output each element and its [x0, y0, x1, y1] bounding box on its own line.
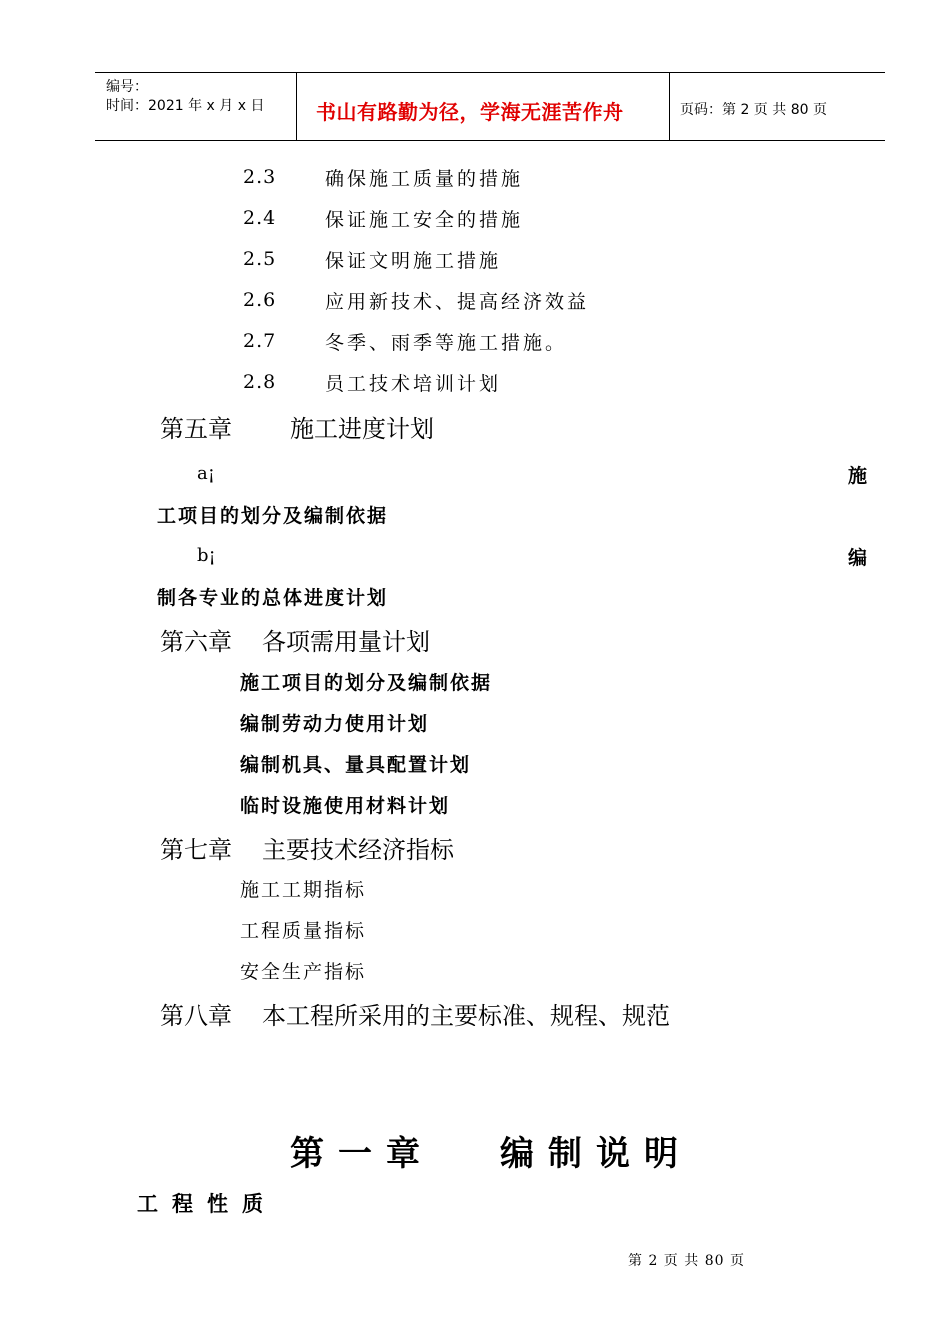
- toc-number: 2.7: [243, 330, 277, 352]
- page-footer: 第 2 页 共 80 页: [628, 1253, 745, 1269]
- header-divider-right: [669, 73, 670, 140]
- item-wrap-rest: 工项目的划分及编制依据: [157, 505, 389, 527]
- chapter-item: 工程质量指标: [240, 920, 367, 942]
- chapter-heading-label: 第一章: [290, 1134, 434, 1174]
- item-wrap-start: 编: [848, 547, 868, 569]
- toc-title: 冬季、雨季等施工措施。: [325, 332, 568, 354]
- toc-number: 2.5: [243, 248, 277, 270]
- chapter-title: 施工进度计划: [290, 415, 434, 443]
- chapter-item: 编制劳动力使用计划: [240, 713, 430, 735]
- chapter-item: 施工项目的划分及编制依据: [240, 672, 493, 694]
- chapter-title: 主要技术经济指标: [262, 836, 454, 864]
- doc-number-label: 编号：: [106, 79, 148, 95]
- header-bottom-rule: [95, 140, 885, 141]
- toc-number: 2.3: [243, 166, 277, 188]
- toc-title: 保证文明施工措施: [325, 250, 502, 272]
- chapter-item: 编制机具、量具配置计划: [240, 754, 472, 776]
- chapter-heading-title: 编制说明: [500, 1134, 692, 1174]
- item-wrap-rest: 制各专业的总体进度计划: [157, 587, 389, 609]
- chapter-title: 本工程所采用的主要标准、规程、规范: [262, 1002, 670, 1030]
- item-wrap-start: 施: [848, 465, 868, 487]
- chapter-item: 安全生产指标: [240, 961, 367, 983]
- item-prefix: a¡: [197, 463, 215, 484]
- toc-title: 保证施工安全的措施: [325, 209, 524, 231]
- chapter-label: 第五章: [160, 415, 232, 443]
- toc-number: 2.8: [243, 371, 277, 393]
- chapter-label: 第七章: [160, 836, 232, 864]
- header-top-rule: [95, 72, 885, 73]
- toc-title: 员工技术培训计划: [325, 373, 502, 395]
- toc-number: 2.4: [243, 207, 277, 229]
- chapter-item: 施工工期指标: [240, 879, 367, 901]
- chapter-label: 第八章: [160, 1002, 232, 1030]
- header-divider-left: [296, 73, 297, 140]
- chapter-title: 各项需用量计划: [262, 628, 430, 656]
- header-page-info: 页码：第 2 页 共 80 页: [680, 102, 827, 118]
- section-heading: 工程性质: [137, 1192, 277, 1216]
- doc-time-label: 时间：2021 年 x 月 x 日: [106, 98, 265, 114]
- item-prefix: b¡: [197, 545, 216, 566]
- chapter-item: 临时设施使用材料计划: [240, 795, 451, 817]
- toc-title: 应用新技术、提高经济效益: [325, 291, 590, 313]
- toc-number: 2.6: [243, 289, 277, 311]
- header-motto: 书山有路勤为径，学海无涯苦作舟: [316, 100, 624, 124]
- chapter-label: 第六章: [160, 628, 232, 656]
- toc-title: 确保施工质量的措施: [325, 168, 524, 190]
